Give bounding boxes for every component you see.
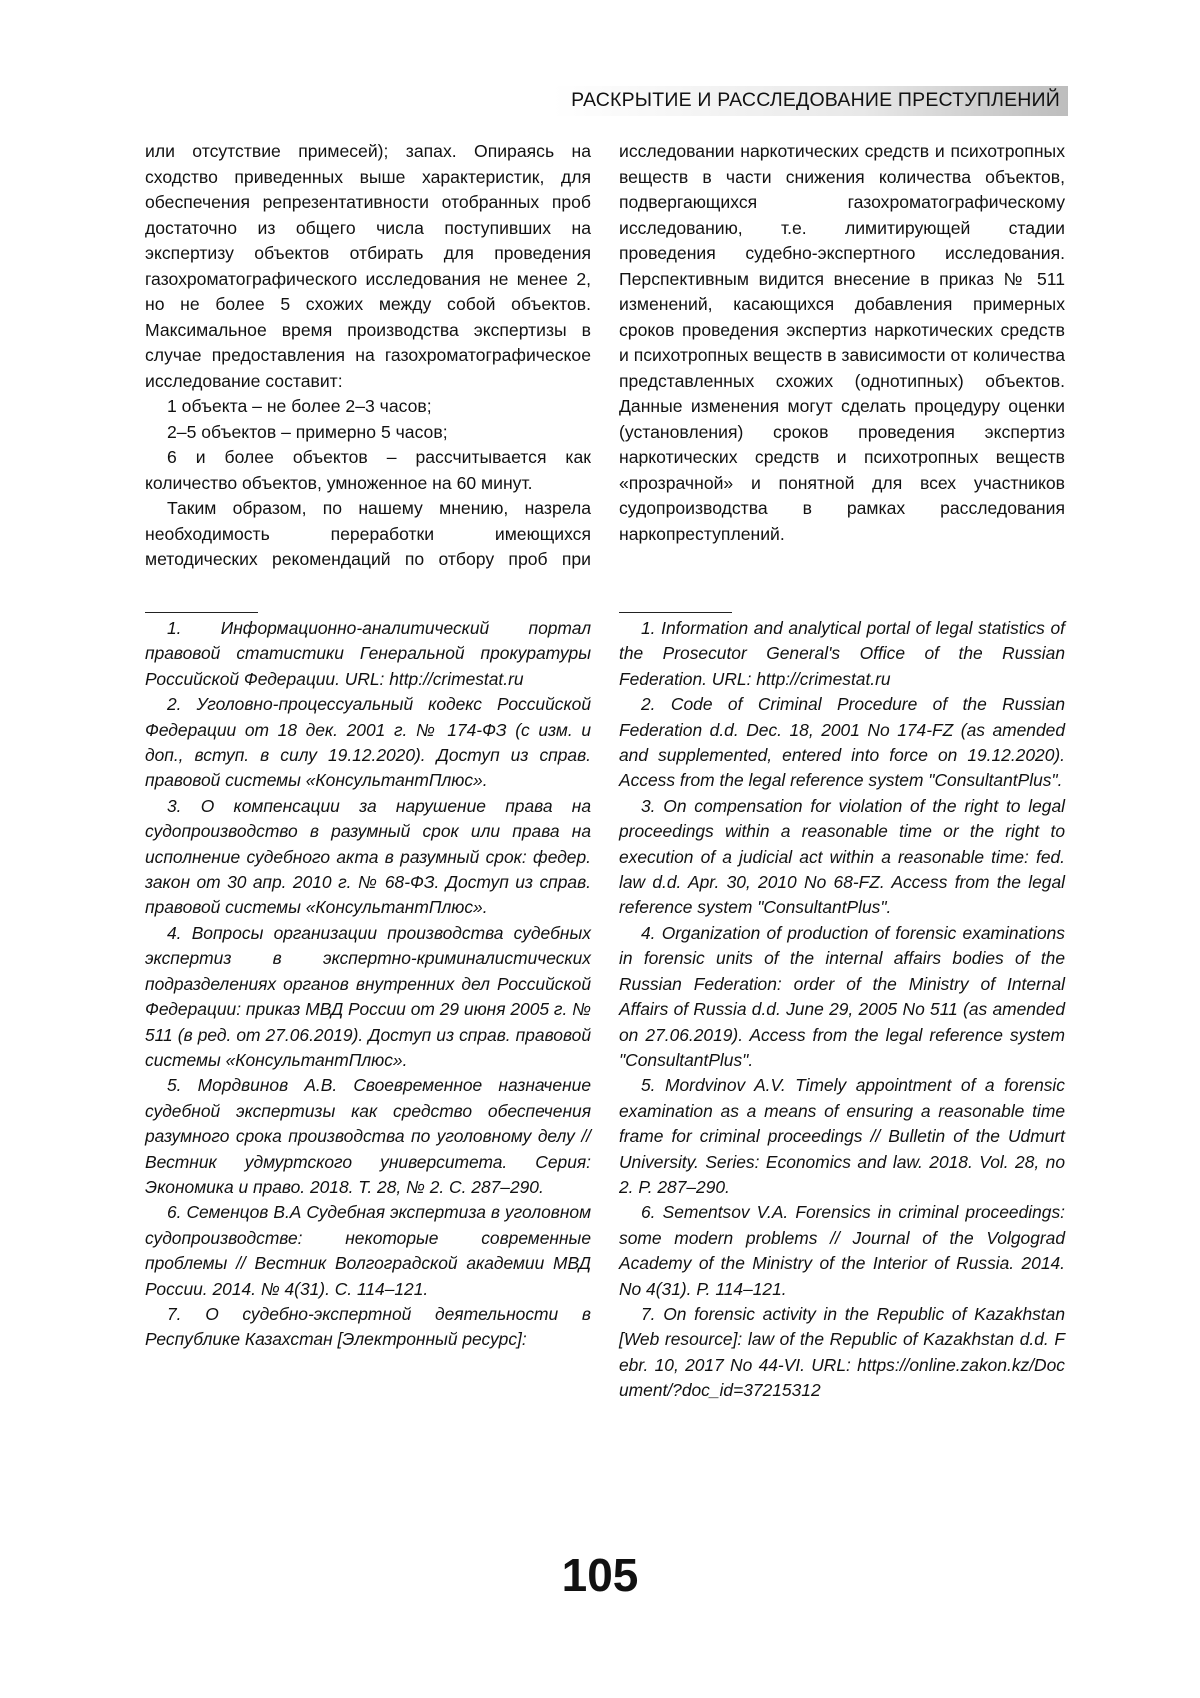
footnote: 3. О компенсации за нарушение права на судопроизводство в разумный срок или права на исполнение судебного акта в разумный срок: федер. закон от 30 апр. 2010 г. № 68-ФЗ. Доступ из справ. правовой системы «КонсультантПлюс». xyxy=(145,794,591,921)
footnote: 3. On compensation for violation of the right to legal proceedings within a reasonable time or the right to execution of a judicial act within a reasonable time: fed. law d.d. Apr. 30, 2010 No 68-FZ. Access from the legal reference system "ConsultantPlus". xyxy=(619,794,1065,921)
body-left-column xyxy=(145,139,591,573)
footnote: 4. Вопросы организации производства судебных экспертиз в экспертно-криминалистических подразделениях органов внутренних дел Российской Федерации: приказ МВД России от 29 июня 2005 г. № 511 (в ред. от 27.06.2019). Доступ из справ. правовой системы «КонсультантПлюс». xyxy=(145,921,591,1073)
list-item: 2–5 объектов – примерно 5 часов; xyxy=(145,420,591,446)
footnote-separator xyxy=(619,612,732,613)
footnote-separator xyxy=(145,612,258,613)
footnote: 7. О судебно-экспертной деятельности в Республике Казахстан [Электронный ресурс]: xyxy=(145,1302,591,1353)
running-header xyxy=(553,86,1068,116)
footnote: 6. Sementsov V.A. Forensics in criminal proceedings: some modern problems // Journal of the Volgograd Academy of the Ministry of the Interior of Russia. 2014. No 4(31). P. 114–121. xyxy=(619,1200,1065,1302)
paragraph: или отсутствие примесей); запах. Опираясь на сходство приведенных выше характеристик, для обеспечения репрезентативности отобранных проб достаточно из общего числа поступивших на экспертизу объектов отбирать для проведения газохроматографического исследования не менее 2, но не более 5 схожих между собой объектов. Максимальное время производства экспертизы в случае предоставления на газохроматографическое исследование составит: xyxy=(145,139,591,394)
footnote: 2. Code of Criminal Procedure of the Russian Federation d.d. Dec. 18, 2001 No 174-FZ (as amended and supplemented, entered into force on 19.12.2020). Access from the legal reference system "ConsultantPlus". xyxy=(619,692,1065,794)
footnote: 4. Organization of production of forensic examinations in forensic units of the internal affairs bodies of the Russian Federation: order of the Ministry of Internal Affairs of Russia d.d. June 29, 2005 No 511 (as amended on 27.06.2019). Access from the legal reference system "ConsultantPlus". xyxy=(619,921,1065,1073)
footnote: 7. On forensic activity in the Republic of Kazakhstan [Web resource]: law of the Republic of Kazakhstan d.d. Febr. 10, 2017 No 44-VI. URL: https://online.zakon.kz/Document/?doc_id=37215312 xyxy=(619,1302,1065,1404)
list-item: 1 объекта – не более 2–3 часов; xyxy=(145,394,591,420)
footnote: 1. Information and analytical portal of legal statistics of the Prosecutor General's Office of the Russian Federation. URL: http://crimestat.ru xyxy=(619,616,1065,692)
list-item: 6 и более объектов – рассчитывается как количество объектов, умноженное на 60 минут. xyxy=(145,445,591,496)
footnotes-english xyxy=(619,616,1065,1404)
footnote: 1. Информационно-аналитический портал правовой статистики Генеральной прокуратуры Российской Федерации. URL: http://crimestat.ru xyxy=(145,616,591,692)
page-number: 105 xyxy=(0,1548,1200,1602)
section-title: РАСКРЫТИЕ И РАССЛЕДОВАНИЕ ПРЕСТУПЛЕНИЙ xyxy=(571,89,1060,112)
footnotes-russian xyxy=(145,616,591,1353)
body-right-column xyxy=(619,139,1065,547)
paragraph: Таким образом, по нашему мнению, назрела необходимость переработки имеющихся методических рекомендаций по отбору проб при xyxy=(145,496,591,573)
footnote: 6. Семенцов В.А Судебная экспертиза в уголовном судопроизводстве: некоторые современные проблемы // Вестник Волгоградской академии МВД России. 2014. № 4(31). С. 114–121. xyxy=(145,1200,591,1302)
paragraph: исследовании наркотических средств и психотропных веществ в части снижения количества объектов, подвергающихся газохроматографическому исследованию, т.е. лимитирующей стадии проведения судебно-экспертного исследования. Перспективным видится внесение в приказ № 511 изменений, касающихся добавления примерных сроков проведения экспертиз наркотических средств и психотропных веществ в зависимости от количества представленных схожих (однотипных) объектов. Данные изменения могут сделать процедуру оценки (установления) сроков проведения экспертиз наркотических средств и психотропных веществ «прозрачной» и понятной для всех участников судопроизводства в рамках расследования наркопреступлений. xyxy=(619,139,1065,547)
footnote: 5. Mordvinov A.V. Timely appointment of a forensic examination as a means of ensuring a reasonable time frame for criminal proceedings // Bulletin of the Udmurt University. Series: Economics and law. 2018. Vol. 28, no 2. P. 287–290. xyxy=(619,1073,1065,1200)
footnote: 2. Уголовно-процессуальный кодекс Российской Федерации от 18 дек. 2001 г. № 174-ФЗ (с изм. и доп., вступ. в силу 19.12.2020). Доступ из справ. правовой системы «КонсультантПлюс». xyxy=(145,692,591,794)
footnote: 5. Мордвинов А.В. Своевременное назначение судебной экспертизы как средство обеспечения разумного срока производства по уголовному делу // Вестник удмуртского университета. Серия: Экономика и право. 2018. Т. 28, № 2. С. 287–290. xyxy=(145,1073,591,1200)
